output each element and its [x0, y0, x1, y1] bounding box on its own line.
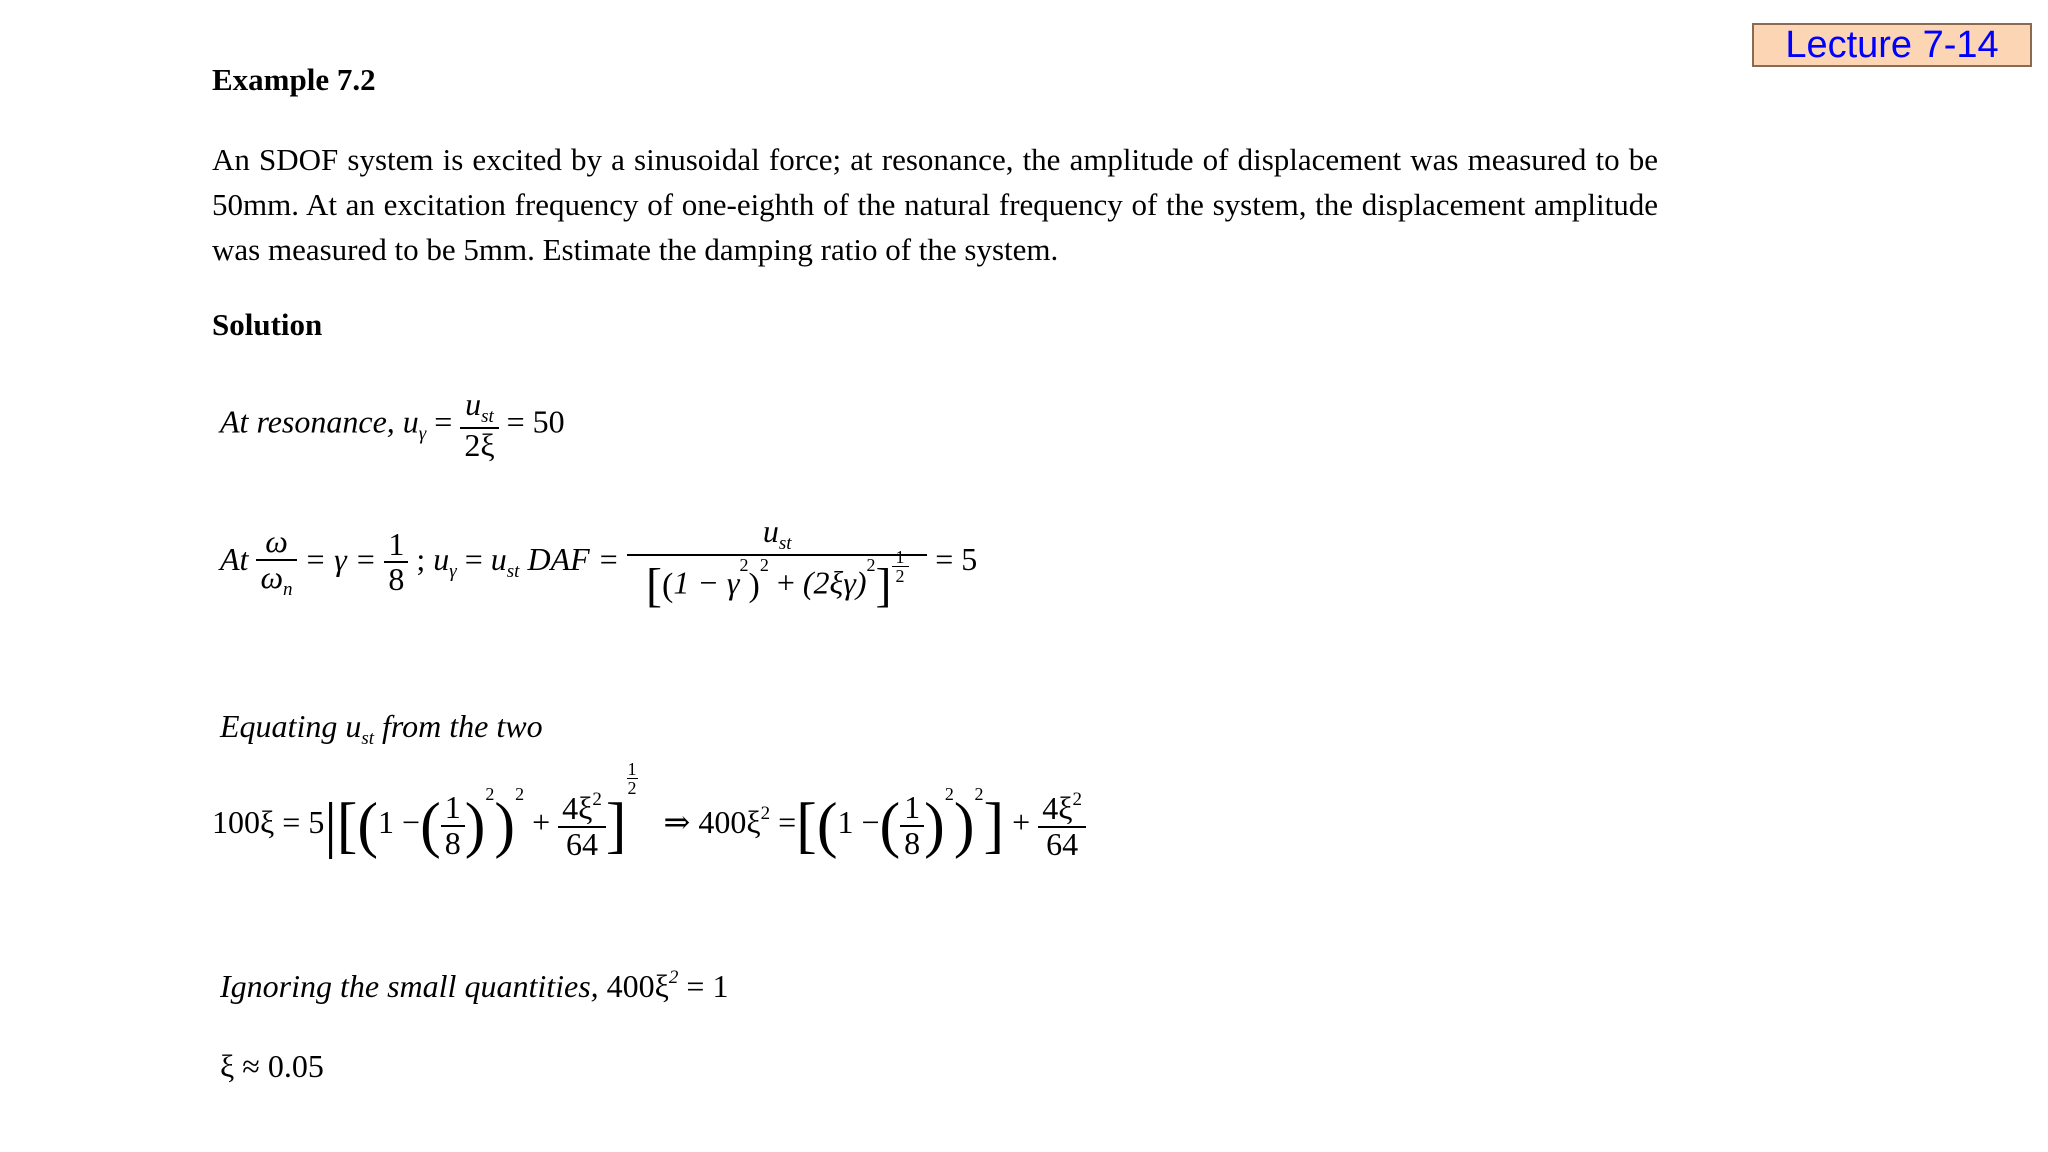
one-2: 1: [904, 789, 921, 825]
equation-equating: 100ξ = 5|[(1 −( $\frac{1}{8}$ )$^2$)$^2$ + $\frac{4\xi^2}{64}$ ] $\frac{1}{2}$ ⇒ $400\xi^2 =[(1$ −( $\frac{1}{8}$ )$^2$)$^2$] + $\frac{4\xi^2}{64}$: [212, 790, 1086, 861]
expr-result: = 1: [686, 968, 729, 1004]
one-numerator: 1: [388, 525, 405, 562]
sq-2: 2: [515, 784, 525, 804]
fraction-daf: [627, 515, 927, 610]
fraction-4xi2-over-64-b: [1038, 790, 1086, 861]
one-minus: 1 −: [378, 803, 421, 840]
rhs-lhs: 400ξ: [698, 803, 761, 840]
from-the-two: from the two: [382, 708, 543, 744]
gamma-subscript: γ: [418, 423, 427, 445]
den: 64: [558, 826, 606, 862]
equation-daf: [220, 515, 977, 610]
sq-4: 2: [974, 784, 984, 804]
implies-arrow: ⇒: [663, 803, 691, 840]
half-num: 1: [627, 759, 637, 779]
u-static: u: [490, 540, 507, 577]
bracket-close: ]: [875, 558, 892, 612]
solution-heading: Solution: [212, 307, 323, 342]
plus-sign: +: [532, 803, 551, 840]
gamma-subscript: γ: [449, 560, 457, 582]
u-symbol: u: [402, 403, 419, 440]
half-den: 2: [892, 566, 909, 585]
numerator-u: u: [465, 386, 482, 422]
sq: 2: [485, 784, 495, 804]
equals-sign: =: [464, 540, 483, 577]
daf-label: DAF =: [527, 540, 620, 577]
num-sq: 2: [592, 789, 602, 810]
fraction-one-eighth-b: [900, 791, 924, 860]
st-subscript: st: [506, 560, 520, 582]
sq-exponent: 2: [739, 554, 749, 575]
fraction-4xi2-over-64: [558, 790, 606, 861]
omega-numerator: ω: [265, 523, 288, 560]
problem-statement: An SDOF system is excited by a sinusoidal force; at resonance, the amplitude of displacement was measured to be 50mm. At an excitation frequency of one-eighth of the natural frequency of the system, the displacement amplitude was measured to be 5mm. Estimate the damping ratio of the system.: [212, 142, 1658, 267]
semicolon: ;: [416, 540, 426, 577]
u-symbol: u: [433, 540, 450, 577]
plus-sign-2: +: [1012, 803, 1031, 840]
numerator-subscript: st: [481, 406, 494, 427]
num-2: 4ξ: [1042, 790, 1073, 826]
at-text: At: [220, 540, 249, 577]
sq-exponent-2: 2: [759, 554, 769, 575]
eight-denominator: 8: [384, 561, 408, 597]
fraction-omega-ratio: [256, 525, 296, 600]
n-subscript: n: [283, 578, 293, 600]
fraction-one-eighth: [384, 525, 408, 598]
st-subscript: st: [361, 728, 375, 749]
daf-numerator-subscript: st: [778, 533, 792, 554]
num-sq-2: 2: [1072, 789, 1082, 810]
resonance-text: At resonance,: [220, 403, 395, 440]
expr-sq: 2: [668, 967, 679, 988]
expr: 400ξ: [606, 968, 669, 1004]
equating-text: [220, 708, 543, 750]
one-minus-2: 1 −: [837, 803, 880, 840]
sq-3: 2: [944, 784, 954, 804]
u-symbol: u: [345, 708, 362, 744]
paren-open: (: [661, 567, 674, 605]
one: 1: [444, 789, 461, 825]
resonance-result: = 50: [506, 403, 565, 440]
sq-exponent-3: 2: [866, 554, 876, 575]
half-den: 2: [627, 778, 637, 798]
half-exponent: [892, 548, 909, 585]
fraction-ust-over-2xi: [460, 388, 498, 463]
half-num: 1: [895, 546, 905, 567]
eight: 8: [441, 825, 465, 861]
equals-gamma: = γ =: [304, 540, 377, 577]
omega-denominator: ω: [260, 558, 284, 595]
two-xi-gamma: (2ξγ): [802, 564, 867, 601]
paren-close: ): [748, 567, 760, 605]
rhs-sq: 2: [760, 802, 771, 824]
daf-result: = 5: [935, 540, 978, 577]
half-exponent: [627, 760, 638, 797]
one-minus-gamma: 1 − γ: [673, 564, 740, 601]
denominator: 2ξ: [460, 427, 498, 463]
example-title: Example 7.2: [212, 62, 376, 97]
equating-word: Equating: [220, 708, 338, 744]
final-answer: ξ ≈ 0.05: [220, 1048, 324, 1084]
lecture-page-badge: Lecture 7-14: [1752, 23, 2032, 67]
ignoring-text: Ignoring the small quantities,: [220, 968, 599, 1004]
eight-2: 8: [900, 825, 924, 861]
ignoring-small-quantities: [220, 967, 728, 1005]
equals-sign: =: [434, 403, 453, 440]
equation-resonance: [220, 388, 565, 463]
fraction-one-eighth-a: [441, 791, 465, 860]
den-2: 64: [1038, 826, 1086, 862]
num: 4ξ: [562, 790, 593, 826]
rhs-equals: =: [778, 803, 797, 840]
lhs-expression: 100ξ = 5: [212, 803, 325, 840]
bracket-open: [: [646, 558, 662, 612]
daf-numerator-u: u: [762, 513, 779, 549]
plus-sign: +: [776, 564, 795, 601]
